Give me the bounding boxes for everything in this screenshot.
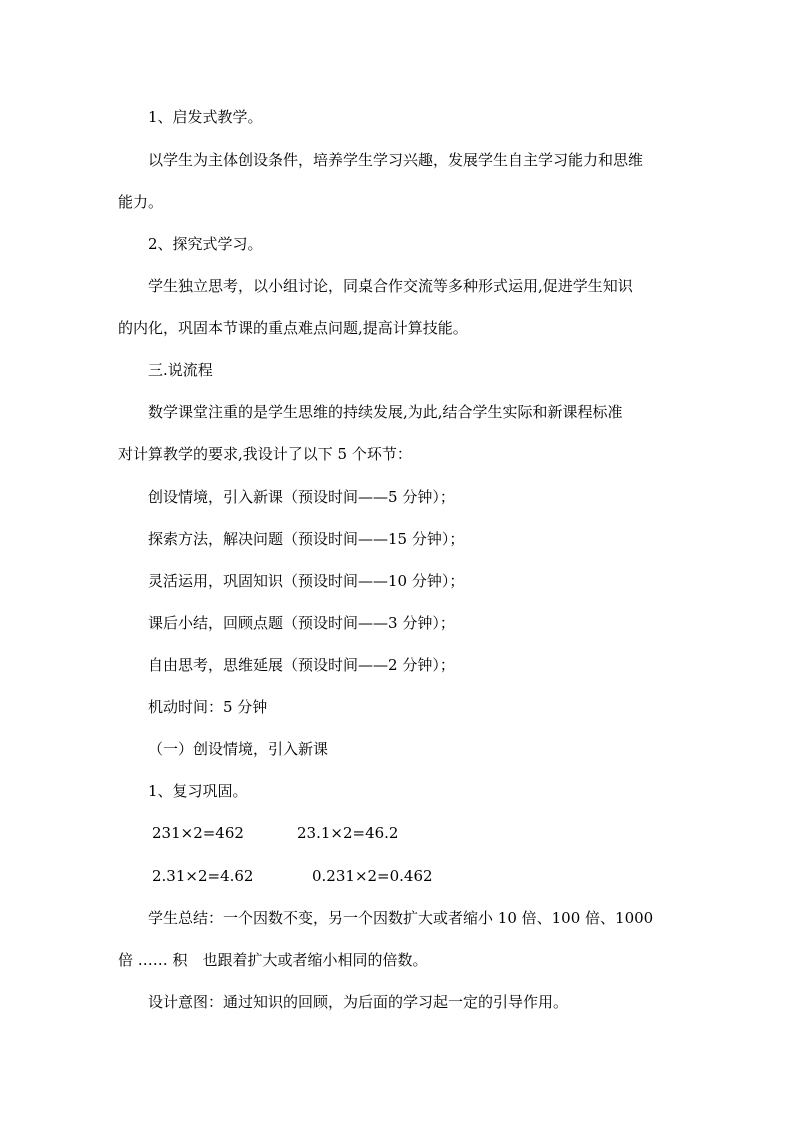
- step-item-4: 课后小结，回顾点题（预设时间——3 分钟）；: [148, 614, 455, 632]
- step-item-1: 创设情境，引入新课（预设时间——5 分钟）；: [148, 488, 455, 506]
- paragraph-summary-line-1: 学生总结：一个因数不变，另一个因数扩大或者缩小 10 倍、100 倍、1000: [148, 909, 654, 927]
- step-item-flex-time: 机动时间：5 分钟: [148, 698, 268, 716]
- paragraph-inquiry-line-1: 学生独立思考，以小组讨论，同桌合作交流等多种形式运用,促进学生知识: [148, 277, 633, 295]
- paragraph-design-intent: 设计意图：通过知识的回顾，为后面的学习起一定的引导作用。: [148, 993, 569, 1011]
- calc-expression-3: 2.31×2=4.62: [152, 867, 254, 885]
- heading-review: 1、复习巩固。: [148, 782, 248, 800]
- paragraph-process-line-2: 对计算教学的要求,我设计了以下 5 个环节：: [118, 445, 412, 463]
- heading-process: 三.说流程: [148, 361, 213, 379]
- paragraph-inquiry-line-2: 的内化，巩固本节课的重点难点问题,提高计算技能。: [118, 319, 468, 337]
- calc-expression-2: 23.1×2=46.2: [297, 824, 399, 842]
- calc-expression-4: 0.231×2=0.462: [312, 867, 433, 885]
- step-item-3: 灵活运用，巩固知识（预设时间——10 分钟）；: [148, 572, 465, 590]
- heading-create-scenario: （一）创设情境，引入新课: [148, 740, 329, 758]
- paragraph-heuristic-line-1: 以学生为主体创设条件，培养学生学习兴趣，发展学生自主学习能力和思维: [148, 151, 644, 169]
- paragraph-summary-line-2: 倍 …… 积 也跟着扩大或者缩小相同的倍数。: [118, 951, 428, 969]
- step-item-2: 探索方法，解决问题（预设时间——15 分钟）；: [148, 530, 465, 548]
- paragraph-process-line-1: 数学课堂注重的是学生思维的持续发展,为此,结合学生实际和新课程标准: [148, 403, 623, 421]
- heading-heuristic-teaching: 1、启发式教学。: [148, 108, 263, 126]
- step-item-5: 自由思考，思维延展（预设时间——2 分钟）；: [148, 656, 455, 674]
- calc-expression-1: 231×2=462: [152, 824, 244, 842]
- paragraph-heuristic-line-2: 能力。: [118, 193, 164, 211]
- heading-inquiry-learning: 2、探究式学习。: [148, 235, 263, 253]
